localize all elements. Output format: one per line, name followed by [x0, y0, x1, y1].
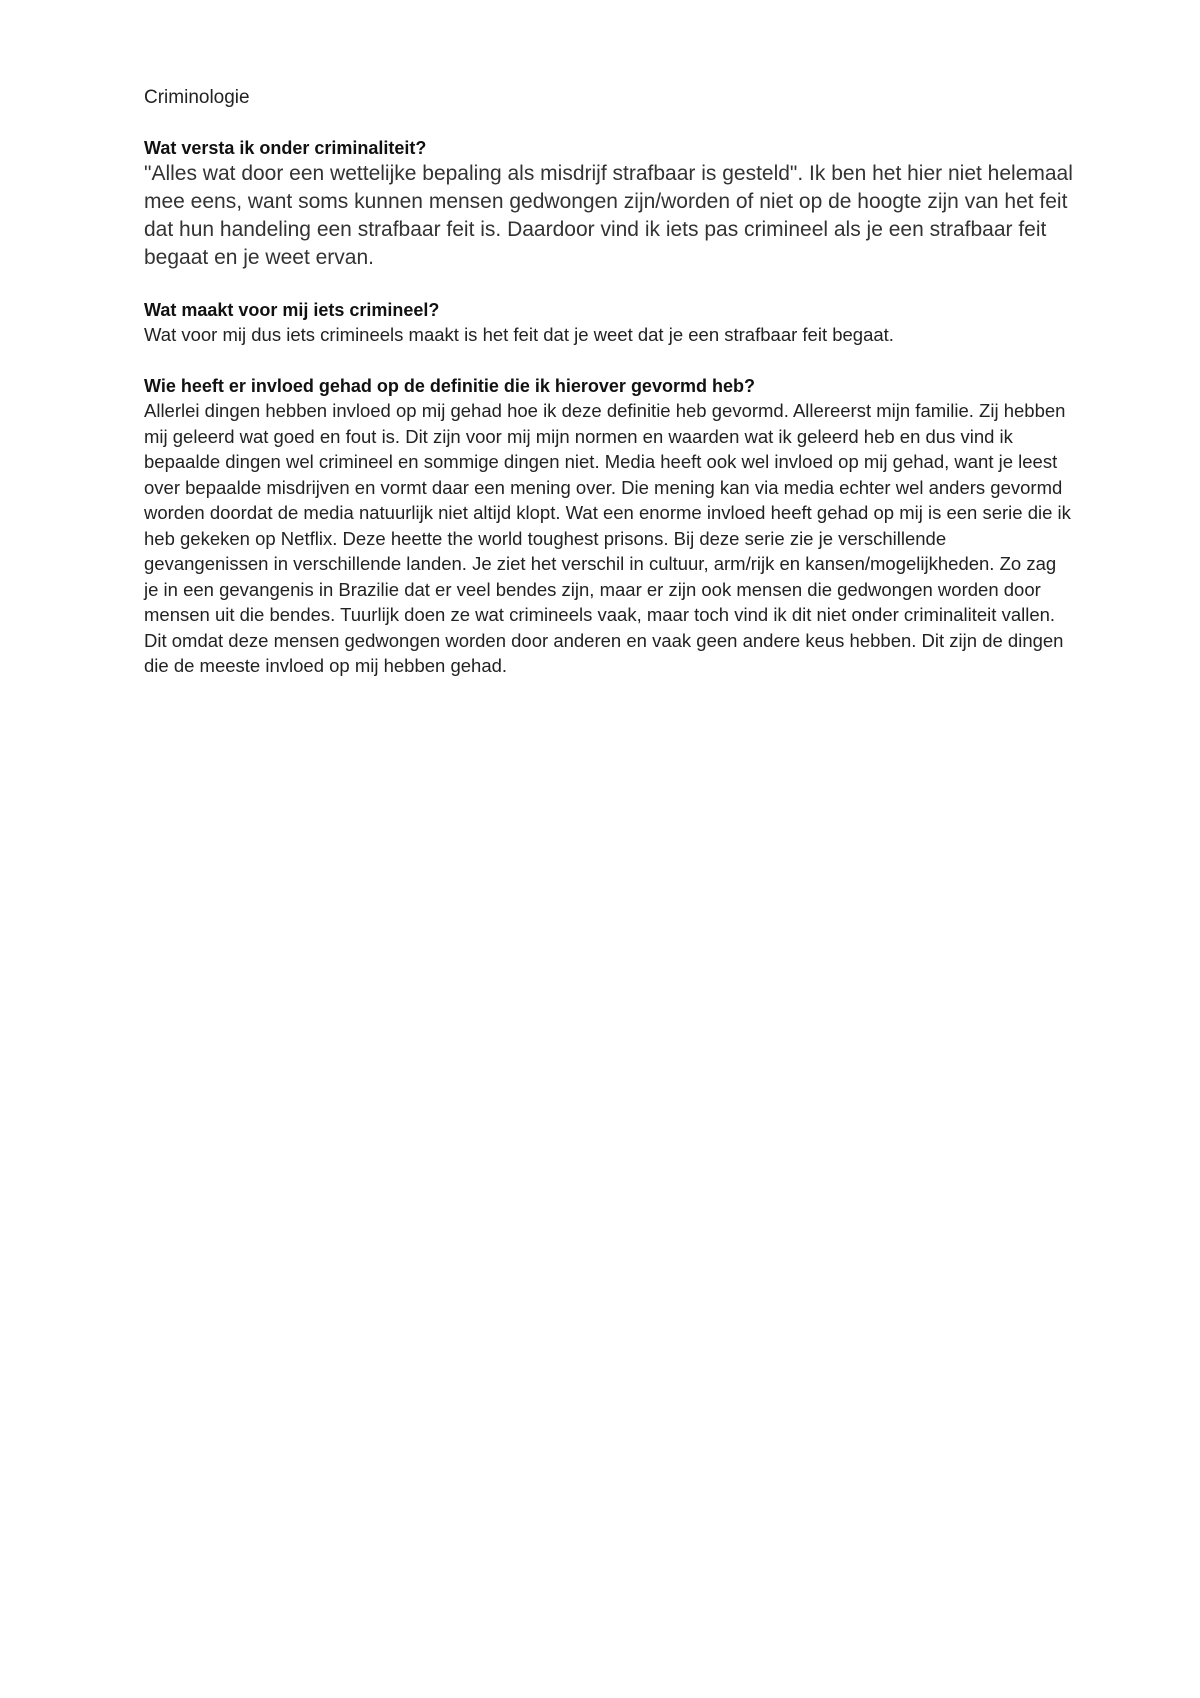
- section-body: "Alles wat door een wettelijke bepaling als misdrijf strafbaar is gesteld". Ik ben het hier niet helemaal mee eens, want soms kunnen mensen gedwongen zijn/worden of niet op de hoogte zijn van het feit dat hun handeling een strafbaar feit is. Daardoor vind ik iets pas crimineel als je een strafbaar feit begaat en je weet ervan.: [144, 162, 1073, 269]
- section-invloed: [144, 374, 1074, 679]
- section-crimineel: [144, 298, 1074, 348]
- section-heading: Wat maakt voor mij iets crimineel?: [144, 300, 440, 320]
- section-heading: Wat versta ik onder criminaliteit?: [144, 138, 427, 158]
- document-title: Criminologie: [144, 87, 250, 108]
- section-body: Wat voor mij dus iets crimineels maakt is het feit dat je weet dat je een strafbaar feit begaat.: [144, 324, 894, 345]
- section-criminaliteit: [144, 136, 1074, 272]
- section-body: Allerlei dingen hebben invloed op mij gehad hoe ik deze definitie heb gevormd. Allereerst mijn familie. Zij hebben mij geleerd wat goed en fout is. Dit zijn voor mij mijn normen en waarden wat ik geleerd heb en dus vind ik bepaalde dingen wel crimineel en sommige dingen niet. Media heeft ook wel invloed op mij gehad, want je leest over bepaalde misdrijven en vormt daar een mening over. Die mening kan via media echter wel anders gevormd worden doordat de media natuurlijk niet altijd klopt. Wat een enorme invloed heeft gehad op mij is een serie die ik heb gekeken op Netflix. Deze heette the world toughest prisons. Bij deze serie zie je verschillende gevangenissen in verschillende landen. Je ziet het verschil in cultuur, arm/rijk en kansen/mogelijkheden. Zo zag je in een gevangenis in Brazilie dat er veel bendes zijn, maar er zijn ook mensen die gedwongen worden door mensen uit die bendes. Tuurlijk doen ze wat crimineels vaak, maar toch vind ik dit niet onder criminaliteit vallen. Dit omdat deze mensen gedwongen worden door anderen en vaak geen andere keus hebben. Dit zijn de dingen die de meeste invloed op mij hebben gehad.: [144, 400, 1071, 676]
- section-heading: Wie heeft er invloed gehad op de definitie die ik hierover gevormd heb?: [144, 376, 755, 396]
